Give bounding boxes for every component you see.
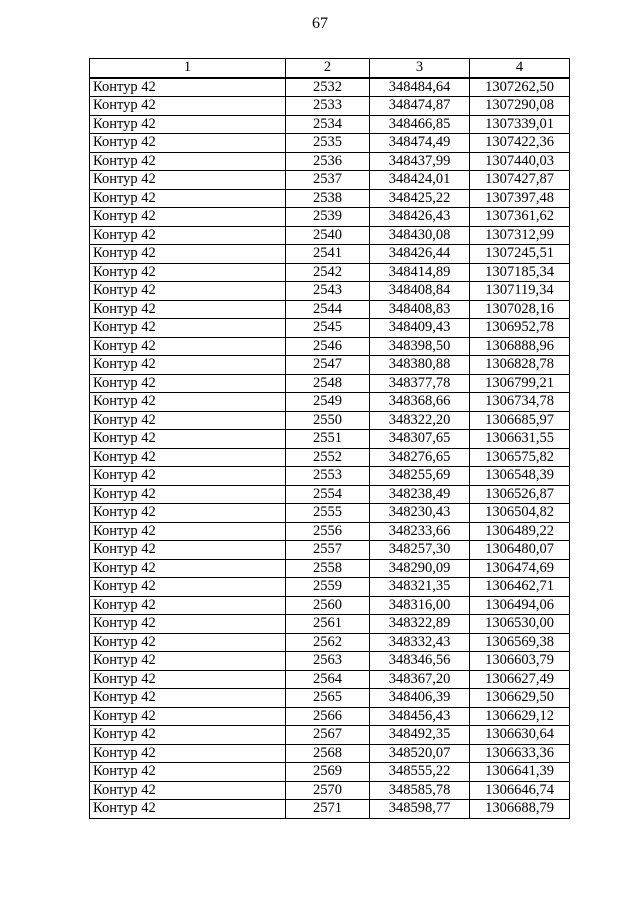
x-coordinate-cell: 348408,84: [370, 282, 470, 301]
point-number-cell: 2532: [286, 78, 370, 97]
point-number-cell: 2534: [286, 115, 370, 134]
contour-name-cell: Контур 42: [90, 319, 286, 338]
point-number-cell: 2556: [286, 522, 370, 541]
table-row: [90, 522, 570, 541]
contour-name-cell: Контур 42: [90, 245, 286, 264]
table-header: [90, 59, 570, 78]
x-coordinate-cell: 348233,66: [370, 522, 470, 541]
contour-name-cell: Контур 42: [90, 596, 286, 615]
x-coordinate-cell: 348585,78: [370, 781, 470, 800]
contour-name-cell: Контур 42: [90, 78, 286, 97]
point-number-cell: 2540: [286, 226, 370, 245]
y-coordinate-cell: 1306526,87: [470, 485, 570, 504]
x-coordinate-cell: 348307,65: [370, 430, 470, 449]
table-row: [90, 78, 570, 97]
x-coordinate-cell: 348238,49: [370, 485, 470, 504]
point-number-cell: 2566: [286, 707, 370, 726]
contour-name-cell: Контур 42: [90, 263, 286, 282]
x-coordinate-cell: 348426,43: [370, 208, 470, 227]
y-coordinate-cell: 1306828,78: [470, 356, 570, 375]
x-coordinate-cell: 348367,20: [370, 670, 470, 689]
point-number-cell: 2550: [286, 411, 370, 430]
x-coordinate-cell: 348414,89: [370, 263, 470, 282]
point-number-cell: 2535: [286, 134, 370, 153]
point-number-cell: 2538: [286, 189, 370, 208]
contour-name-cell: Контур 42: [90, 522, 286, 541]
y-coordinate-cell: 1306569,38: [470, 633, 570, 652]
table-row: [90, 670, 570, 689]
x-coordinate-cell: 348409,43: [370, 319, 470, 338]
table-row: [90, 707, 570, 726]
y-coordinate-cell: 1306631,55: [470, 430, 570, 449]
x-coordinate-cell: 348377,78: [370, 374, 470, 393]
header-cell-3: 3: [370, 59, 470, 78]
table-row: [90, 171, 570, 190]
table-row: [90, 152, 570, 171]
point-number-cell: 2563: [286, 652, 370, 671]
y-coordinate-cell: 1306688,79: [470, 800, 570, 819]
y-coordinate-cell: 1307312,99: [470, 226, 570, 245]
table-row: [90, 300, 570, 319]
y-coordinate-cell: 1307119,34: [470, 282, 570, 301]
table-row: [90, 393, 570, 412]
x-coordinate-cell: 348398,50: [370, 337, 470, 356]
x-coordinate-cell: 348255,69: [370, 467, 470, 486]
coordinates-table: [89, 58, 570, 819]
table-row: [90, 633, 570, 652]
header-cell-1: 1: [90, 59, 286, 78]
contour-name-cell: Контур 42: [90, 337, 286, 356]
y-coordinate-cell: 1306630,64: [470, 726, 570, 745]
table-row: [90, 467, 570, 486]
contour-name-cell: Контур 42: [90, 744, 286, 763]
y-coordinate-cell: 1307245,51: [470, 245, 570, 264]
point-number-cell: 2544: [286, 300, 370, 319]
y-coordinate-cell: 1306462,71: [470, 578, 570, 597]
header-cell-2: 2: [286, 59, 370, 78]
point-number-cell: 2569: [286, 763, 370, 782]
x-coordinate-cell: 348425,22: [370, 189, 470, 208]
point-number-cell: 2545: [286, 319, 370, 338]
contour-name-cell: Контур 42: [90, 689, 286, 708]
y-coordinate-cell: 1307339,01: [470, 115, 570, 134]
contour-name-cell: Контур 42: [90, 800, 286, 819]
contour-name-cell: Контур 42: [90, 208, 286, 227]
y-coordinate-cell: 1307185,34: [470, 263, 570, 282]
y-coordinate-cell: 1307361,62: [470, 208, 570, 227]
contour-name-cell: Контур 42: [90, 393, 286, 412]
table-row: [90, 485, 570, 504]
table-row: [90, 411, 570, 430]
y-coordinate-cell: 1306629,50: [470, 689, 570, 708]
y-coordinate-cell: 1307427,87: [470, 171, 570, 190]
table-row: [90, 356, 570, 375]
contour-name-cell: Контур 42: [90, 411, 286, 430]
y-coordinate-cell: 1306646,74: [470, 781, 570, 800]
header-cell-4: 4: [470, 59, 570, 78]
table-body: [90, 78, 570, 819]
x-coordinate-cell: 348466,85: [370, 115, 470, 134]
x-coordinate-cell: 348598,77: [370, 800, 470, 819]
table-row: [90, 578, 570, 597]
table-row: [90, 615, 570, 634]
table-row: [90, 800, 570, 819]
point-number-cell: 2552: [286, 448, 370, 467]
contour-name-cell: Контур 42: [90, 615, 286, 634]
x-coordinate-cell: 348555,22: [370, 763, 470, 782]
x-coordinate-cell: 348290,09: [370, 559, 470, 578]
y-coordinate-cell: 1306480,07: [470, 541, 570, 560]
contour-name-cell: Контур 42: [90, 670, 286, 689]
table-row: [90, 726, 570, 745]
table-row: [90, 763, 570, 782]
contour-name-cell: Контур 42: [90, 578, 286, 597]
table-row: [90, 652, 570, 671]
header-row: [90, 59, 570, 78]
y-coordinate-cell: 1307028,16: [470, 300, 570, 319]
x-coordinate-cell: 348380,88: [370, 356, 470, 375]
x-coordinate-cell: 348408,83: [370, 300, 470, 319]
x-coordinate-cell: 348316,00: [370, 596, 470, 615]
point-number-cell: 2554: [286, 485, 370, 504]
contour-name-cell: Контур 42: [90, 707, 286, 726]
point-number-cell: 2547: [286, 356, 370, 375]
y-coordinate-cell: 1306734,78: [470, 393, 570, 412]
table-row: [90, 541, 570, 560]
table-row: [90, 781, 570, 800]
table-row: [90, 337, 570, 356]
x-coordinate-cell: 348257,30: [370, 541, 470, 560]
page-number: 67: [312, 15, 328, 32]
point-number-cell: 2558: [286, 559, 370, 578]
y-coordinate-cell: 1306633,36: [470, 744, 570, 763]
x-coordinate-cell: 348332,43: [370, 633, 470, 652]
table-row: [90, 430, 570, 449]
point-number-cell: 2559: [286, 578, 370, 597]
point-number-cell: 2549: [286, 393, 370, 412]
y-coordinate-cell: 1307397,48: [470, 189, 570, 208]
contour-name-cell: Контур 42: [90, 134, 286, 153]
x-coordinate-cell: 348368,66: [370, 393, 470, 412]
y-coordinate-cell: 1306474,69: [470, 559, 570, 578]
y-coordinate-cell: 1306641,39: [470, 763, 570, 782]
point-number-cell: 2537: [286, 171, 370, 190]
contour-name-cell: Контур 42: [90, 374, 286, 393]
y-coordinate-cell: 1306489,22: [470, 522, 570, 541]
point-number-cell: 2564: [286, 670, 370, 689]
x-coordinate-cell: 348437,99: [370, 152, 470, 171]
contour-name-cell: Контур 42: [90, 485, 286, 504]
contour-name-cell: Контур 42: [90, 226, 286, 245]
point-number-cell: 2570: [286, 781, 370, 800]
contour-name-cell: Контур 42: [90, 504, 286, 523]
contour-name-cell: Контур 42: [90, 171, 286, 190]
point-number-cell: 2567: [286, 726, 370, 745]
y-coordinate-cell: 1306685,97: [470, 411, 570, 430]
x-coordinate-cell: 348322,20: [370, 411, 470, 430]
table-row: [90, 226, 570, 245]
point-number-cell: 2539: [286, 208, 370, 227]
y-coordinate-cell: 1307440,03: [470, 152, 570, 171]
y-coordinate-cell: 1307422,36: [470, 134, 570, 153]
table-row: [90, 97, 570, 116]
contour-name-cell: Контур 42: [90, 356, 286, 375]
y-coordinate-cell: 1306504,82: [470, 504, 570, 523]
contour-name-cell: Контур 42: [90, 430, 286, 449]
table-row: [90, 263, 570, 282]
contour-name-cell: Контур 42: [90, 97, 286, 116]
y-coordinate-cell: 1306629,12: [470, 707, 570, 726]
y-coordinate-cell: 1306530,00: [470, 615, 570, 634]
contour-name-cell: Контур 42: [90, 189, 286, 208]
point-number-cell: 2565: [286, 689, 370, 708]
contour-name-cell: Контур 42: [90, 282, 286, 301]
y-coordinate-cell: 1306888,96: [470, 337, 570, 356]
point-number-cell: 2542: [286, 263, 370, 282]
x-coordinate-cell: 348484,64: [370, 78, 470, 97]
x-coordinate-cell: 348346,56: [370, 652, 470, 671]
contour-name-cell: Контур 42: [90, 448, 286, 467]
x-coordinate-cell: 348474,87: [370, 97, 470, 116]
table-row: [90, 282, 570, 301]
table-row: [90, 189, 570, 208]
y-coordinate-cell: 1306952,78: [470, 319, 570, 338]
x-coordinate-cell: 348322,89: [370, 615, 470, 634]
table-row: [90, 448, 570, 467]
contour-name-cell: Контур 42: [90, 559, 286, 578]
x-coordinate-cell: 348426,44: [370, 245, 470, 264]
y-coordinate-cell: 1306603,79: [470, 652, 570, 671]
y-coordinate-cell: 1307262,50: [470, 78, 570, 97]
x-coordinate-cell: 348321,35: [370, 578, 470, 597]
x-coordinate-cell: 348520,07: [370, 744, 470, 763]
x-coordinate-cell: 348424,01: [370, 171, 470, 190]
contour-name-cell: Контур 42: [90, 633, 286, 652]
x-coordinate-cell: 348230,43: [370, 504, 470, 523]
contour-name-cell: Контур 42: [90, 726, 286, 745]
x-coordinate-cell: 348492,35: [370, 726, 470, 745]
contour-name-cell: Контур 42: [90, 152, 286, 171]
point-number-cell: 2568: [286, 744, 370, 763]
table-row: [90, 208, 570, 227]
contour-name-cell: Контур 42: [90, 781, 286, 800]
table-row: [90, 689, 570, 708]
table-row: [90, 134, 570, 153]
contour-name-cell: Контур 42: [90, 115, 286, 134]
point-number-cell: 2560: [286, 596, 370, 615]
x-coordinate-cell: 348456,43: [370, 707, 470, 726]
contour-name-cell: Контур 42: [90, 541, 286, 560]
point-number-cell: 2555: [286, 504, 370, 523]
point-number-cell: 2571: [286, 800, 370, 819]
point-number-cell: 2548: [286, 374, 370, 393]
point-number-cell: 2562: [286, 633, 370, 652]
table-row: [90, 559, 570, 578]
point-number-cell: 2541: [286, 245, 370, 264]
point-number-cell: 2557: [286, 541, 370, 560]
contour-name-cell: Контур 42: [90, 763, 286, 782]
point-number-cell: 2533: [286, 97, 370, 116]
x-coordinate-cell: 348430,08: [370, 226, 470, 245]
table-row: [90, 596, 570, 615]
contour-name-cell: Контур 42: [90, 300, 286, 319]
table-row: [90, 504, 570, 523]
y-coordinate-cell: 1306548,39: [470, 467, 570, 486]
x-coordinate-cell: 348474,49: [370, 134, 470, 153]
table-row: [90, 115, 570, 134]
point-number-cell: 2561: [286, 615, 370, 634]
x-coordinate-cell: 348406,39: [370, 689, 470, 708]
y-coordinate-cell: 1306575,82: [470, 448, 570, 467]
y-coordinate-cell: 1306799,21: [470, 374, 570, 393]
point-number-cell: 2546: [286, 337, 370, 356]
table-row: [90, 245, 570, 264]
table-row: [90, 744, 570, 763]
point-number-cell: 2536: [286, 152, 370, 171]
y-coordinate-cell: 1306494,06: [470, 596, 570, 615]
table-row: [90, 319, 570, 338]
y-coordinate-cell: 1306627,49: [470, 670, 570, 689]
point-number-cell: 2553: [286, 467, 370, 486]
x-coordinate-cell: 348276,65: [370, 448, 470, 467]
y-coordinate-cell: 1307290,08: [470, 97, 570, 116]
point-number-cell: 2543: [286, 282, 370, 301]
table-row: [90, 374, 570, 393]
point-number-cell: 2551: [286, 430, 370, 449]
contour-name-cell: Контур 42: [90, 652, 286, 671]
contour-name-cell: Контур 42: [90, 467, 286, 486]
